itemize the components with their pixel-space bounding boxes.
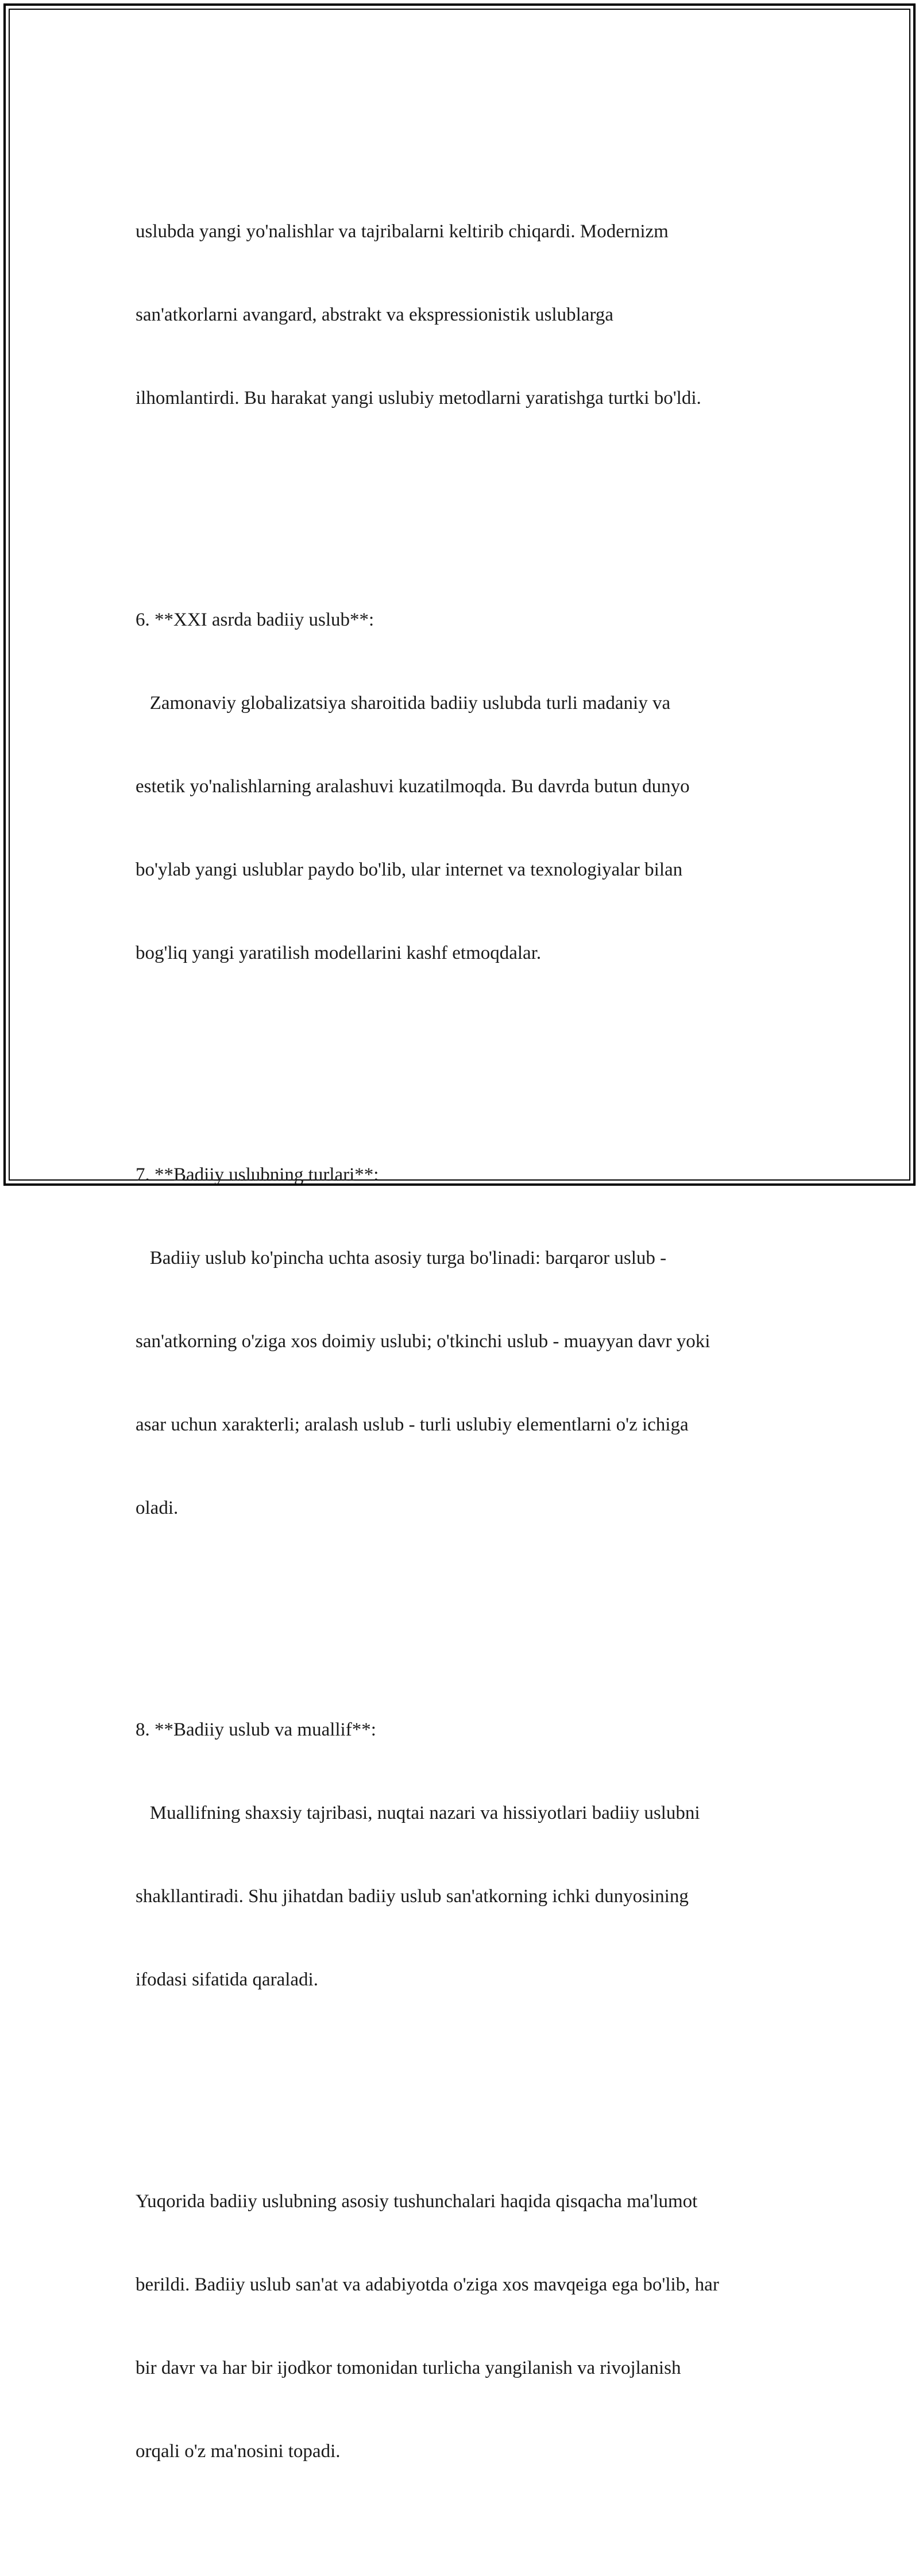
text-line: ifodasi sifatida qaraladi. — [136, 1969, 318, 1990]
text-line: ilhomlantirdi. Bu harakat yangi uslubiy metodlarni yaratishga turtki bo'ldi. — [136, 387, 701, 408]
text-line: asar uchun xarakterli; aralash uslub - turli uslubiy elementlarni o'z ichiga — [136, 1414, 689, 1435]
section-8-muallif — [136, 1661, 796, 2049]
section-heading: 7. **Badiiy uslubning turlari**: — [136, 1164, 379, 1186]
text-line: bo'ylab yangi uslublar paydo bo'lib, ular internet va texnologiyalar bilan — [136, 859, 683, 881]
section-heading: 8. **Badiiy uslub va muallif**: — [136, 1719, 376, 1741]
text-line: oladi. — [136, 1497, 179, 1518]
text-line: bog'liq yangi yaratilish modellarini kashf etmoqdalar. — [136, 942, 542, 963]
text-line: Muallifning shaxsiy tajribasi, nuqtai nazari va hissiyotlari badiiy uslubni — [136, 1803, 700, 1824]
section-7-turlari — [136, 1106, 796, 1578]
section-heading: 6. **XXI asrda badiiy uslub**: — [136, 610, 374, 631]
text-line: estetik yo'nalishlarning aralashuvi kuzatilmoqda. Bu davrda butun dunyo — [136, 776, 690, 797]
text-line: Badiiy uslub ko'pincha uchta asosiy turga bo'linadi: barqaror uslub - — [136, 1248, 667, 1269]
text-line: san'atkorlarni avangard, abstrakt va ekspressionistik uslublarga — [136, 304, 613, 326]
text-line: shakllantiradi. Shu jihatdan badiiy uslub san'atkorning ichki dunyosining — [136, 1886, 689, 1907]
text-line: berildi. Badiiy uslub san'at va adabiyotda o'ziga xos mavqeiga ega bo'lib, har — [136, 2274, 719, 2296]
text-line: Zamonaviy globalizatsiya sharoitida badiiy uslubda turli madaniy va — [136, 693, 671, 714]
paragraph-modernizm-continuation — [136, 163, 796, 468]
text-line: san'atkorning o'ziga xos doimiy uslubi; o'tkinchi uslub - muayyan davr yoki — [136, 1331, 711, 1352]
text-line: uslubda yangi yo'nalishlar va tajribalarni keltirib chiqardi. Modernizm — [136, 221, 669, 242]
paragraph-conclusion — [136, 2132, 796, 2521]
section-6-xxi-asr — [136, 551, 796, 1023]
text-line: Yuqorida badiiy uslubning asosiy tushunchalari haqida qisqacha ma'lumot — [136, 2191, 698, 2212]
text-line: bir davr va har bir ijodkor tomonidan turlicha yangilanish va rivojlanish — [136, 2358, 681, 2379]
document-body — [136, 107, 796, 2576]
text-line: orqali o'z ma'nosini topadi. — [136, 2440, 341, 2462]
